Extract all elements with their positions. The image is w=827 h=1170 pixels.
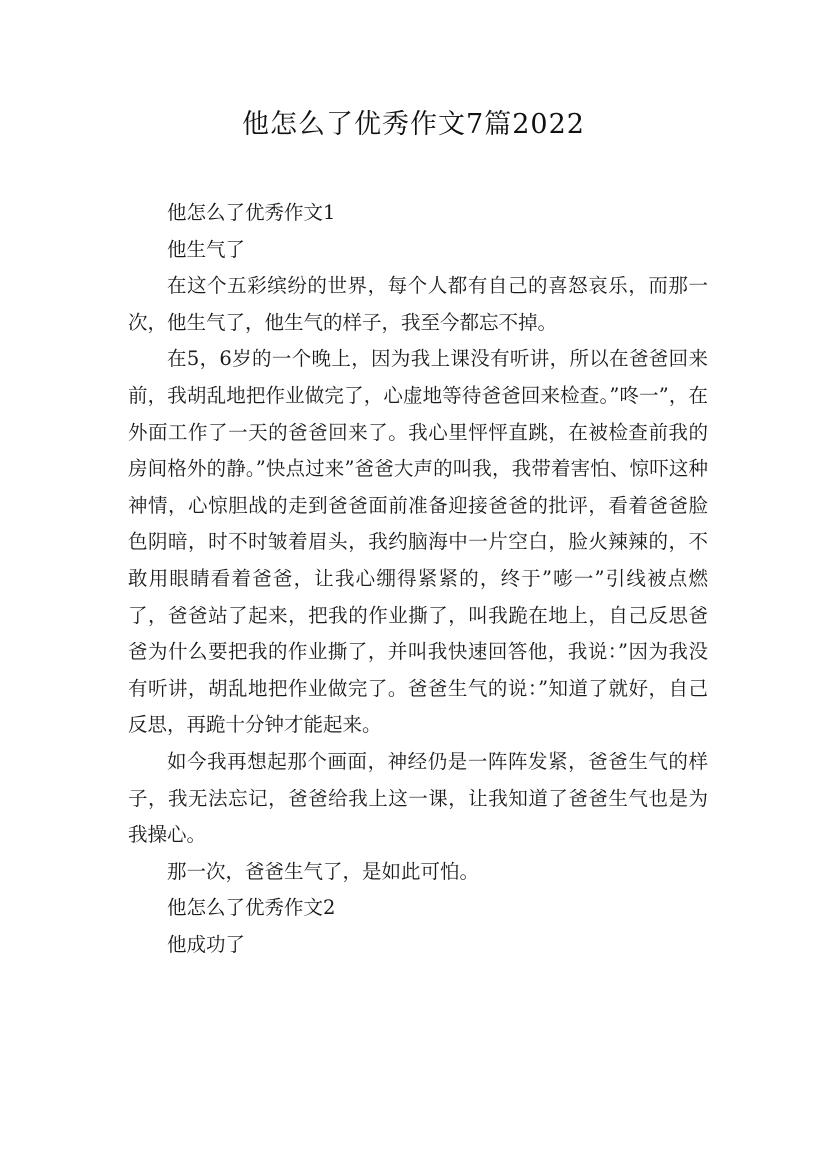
essay-heading-1: 他怎么了优秀作文1 xyxy=(167,201,336,224)
paragraph: 如今我再想起那个画面，神经仍是一阵阵发紧，爸爸生气的样子，我无法忘记，爸爸给我上这一课，让我知道了爸爸生气也是为我操心。 xyxy=(128,749,708,847)
paragraph: 在5，6岁的一个晚上，因为我上课没有听讲，所以在爸爸回来前，我胡乱地把作业做完了，心虚地等待爸爸回来检查。”咚一”，在外面工作了一天的爸爸回来了。我心里怦怦直跳，在被检查前我的房间格外的静。”快点过来”爸爸大声的叫我，我带着害怕、惊吓这种神情，心惊胆战的走到爸爸面前准备迎接爸爸的批评，看着爸爸脸色阴暗，时不时皱着眉头，我约脑海中一片空白，脸火辣辣的，不敢用眼睛看着爸爸，让我心绷得紧紧的，终于”嘭一”引线被点燃了，爸爸站了起来，把我的作业撕了，叫我跪在地上，自己反思爸爸为什么要把我的作业撕了，并叫我快速回答他，我说：”因为我没有听讲，胡乱地把作业做完了。爸爸生气的说：”知道了就好，自己反思，再跪十分钟才能起来。 xyxy=(128,347,708,737)
document-body xyxy=(128,195,708,963)
essay-heading-2: 他怎么了优秀作文2 xyxy=(167,896,336,920)
paragraph: 那一次，爸爸生气了，是如此可怕。 xyxy=(167,859,480,883)
document-title: 他怎么了优秀作文7篇2022 xyxy=(242,109,585,140)
essay-subtitle-2: 他成功了 xyxy=(167,932,246,956)
essay-subtitle-1: 他生气了 xyxy=(167,237,246,261)
paragraph: 在这个五彩缤纷的世界，每个人都有自己的喜怒哀乐，而那一次，他生气了，他生气的样子，我至今都忘不掉。 xyxy=(128,274,708,334)
